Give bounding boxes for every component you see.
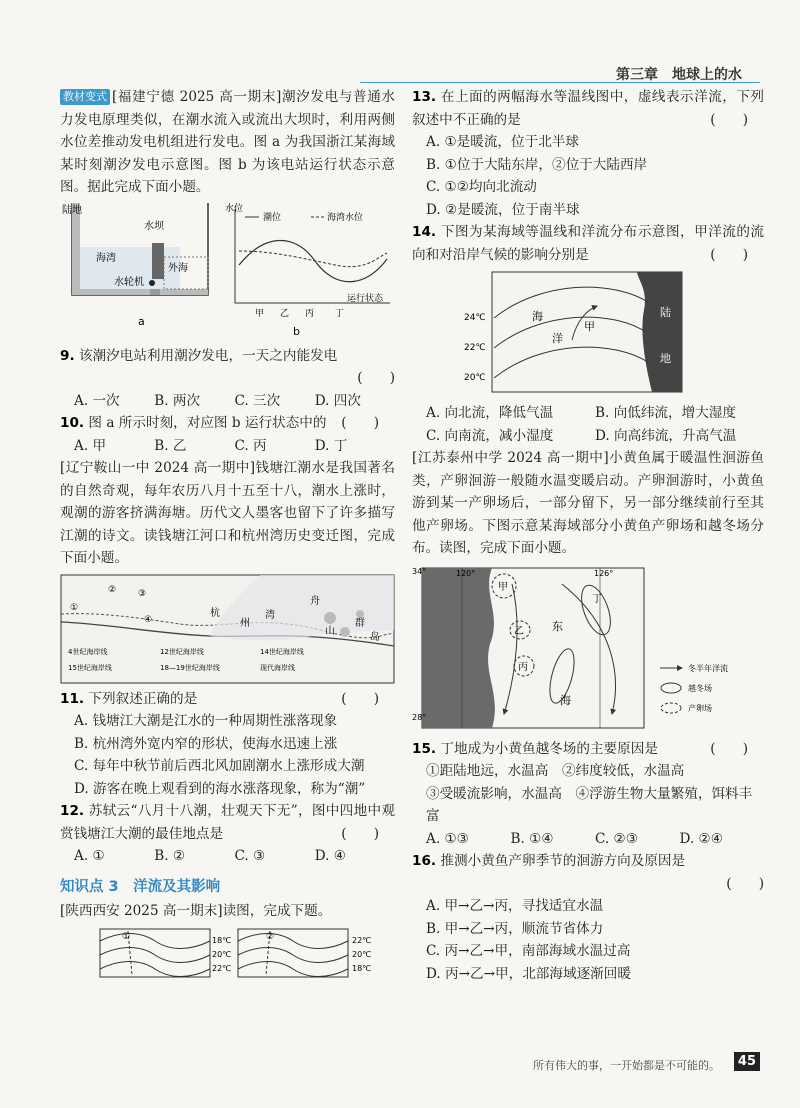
figure-b [225, 203, 390, 338]
option[interactable]: C. ②③ [595, 830, 638, 847]
isotherm-right [238, 929, 371, 977]
fish-lon: 120° [456, 568, 476, 578]
figure-isotherms [60, 927, 395, 981]
answer-blank[interactable]: ( ) [710, 740, 748, 757]
option[interactable]: A. ①是暖流，位于北半球 [426, 134, 579, 150]
option[interactable]: A. 钱塘江大潮是江水的一种周期性涨落现象 [74, 713, 338, 729]
fish-place: 东 [552, 619, 563, 633]
map-label: 群 [355, 617, 365, 629]
option[interactable]: A. 向北流，降低气温 [426, 405, 554, 421]
question-11: 11. 下列叙述正确的是 ( ) A. 钱塘江大潮是江水的一种周期性涨落现象 B. 杭州湾外宽内窄的形状，使海水迅速上涨 C. 每年中秋节前后西北风加剧潮水上涨形成大潮 D. 游客在晚上观看到的海水涨落现象，称为“潮” [60, 688, 395, 801]
iso-temp: 22℃ [212, 963, 232, 973]
fig-b-tick: 甲 [255, 308, 265, 319]
fig-a-caption: a [138, 314, 145, 328]
answer-blank[interactable]: ( ) [726, 875, 764, 892]
answer-blank[interactable]: ( ) [357, 370, 395, 386]
statement: ④浮游生物大量繁殖，饵料丰富 [426, 785, 753, 824]
q14-label: 海 [532, 310, 543, 323]
map-legend: 14世纪海岸线 [260, 647, 304, 656]
fig-b-legend-tide: 潮位 [263, 212, 282, 223]
fish-legend: 冬半年洋流 [688, 663, 728, 673]
left-column [60, 86, 395, 985]
question-14-options [412, 402, 764, 447]
figure-tidal-svg [60, 203, 395, 341]
map-legend: 12世纪海岸线 [160, 647, 204, 656]
answer-blank[interactable]: ( ) [710, 246, 748, 263]
option[interactable]: D. 向高纬流，升高气温 [595, 427, 737, 444]
map-point: ② [108, 584, 117, 595]
fig-a-dam-label: 水坝 [144, 220, 164, 232]
iso-mark: ① [122, 931, 131, 942]
map-label: 杭 [210, 607, 220, 619]
header-rule [360, 82, 760, 83]
map-label: 舟 [310, 595, 320, 607]
textbook-tag: 教材变式 [60, 89, 110, 105]
tide-curve [239, 240, 387, 281]
option[interactable]: B. 两次 [154, 392, 201, 409]
iso-temp: 18℃ [352, 963, 372, 973]
map-label: 州 [240, 617, 250, 629]
answer-blank[interactable]: ( ) [341, 690, 379, 707]
fig-b-tick: 丙 [305, 308, 315, 319]
qiantang-map-svg [60, 574, 395, 684]
question-16: 16. 推测小黄鱼产卵季节的洄游方向及原因是 ( ) A. 甲→乙→丙，寻找适宜水温 B. 甲→乙→丙，顺流节省体力 C. 丙→乙→甲，南部海域水温过高 D. 丙→乙→甲，北部海域逐渐回暖 [412, 850, 764, 985]
statement: ③受暖流影响，水温高 [426, 785, 562, 802]
fig-a-land-label: 陆地 [62, 204, 82, 216]
intro-qiantang: [辽宁鞍山一中 2024 高一期中]钱塘江潮水是我国著名的自然奇观，每年农历八月十五至十八，潮水上涨时，观潮的游客挤满海塘。历代文人墨客也留下了许多描写江潮的诗文。读钱塘江河口和杭州湾历史变迁图，完成下面小题。 [60, 460, 396, 566]
intro-ocean-current: [陕西西安 2025 高一期末]读图，完成下题。 [60, 903, 332, 919]
question-15: 15. 丁地成为小黄鱼越冬场的主要原因是 ( ) ①距陆地远，水温高 ②纬度较低，水温高 ③受暖流影响，水温高 ④浮游生物大量繁殖，饵料丰富 A. ①③ B. ①④ C. ②③ D. ②④ [412, 738, 764, 851]
intro-fish: [江苏泰州中学 2024 高一期中]小黄鱼属于暖温性洄游鱼类，产卵洄游一般随水温变暖启动。产卵洄游时，小黄鱼游到某一产卵场后，一部分留下，另一部分继续前行至其他产卵场。下图示意某海域部分小黄鱼产卵场和越冬场分布。读图，完成下面小题。 [412, 450, 765, 556]
q14-label: 洋 [552, 332, 563, 345]
option[interactable]: A. 一次 [74, 392, 120, 409]
question-14: 14. 下图为某海域等温线和洋流分布示意图，甲洋流的流向和对沿岸气候的影响分别是 ( ) [412, 221, 764, 266]
option[interactable]: B. ①④ [510, 830, 554, 847]
isotherm-left [100, 929, 231, 977]
option[interactable]: C. 丙→乙→甲，南部海域水温过高 [426, 943, 631, 959]
answer-blank[interactable]: ( ) [710, 111, 748, 128]
option[interactable]: C. ①②均向北流动 [426, 179, 537, 195]
option[interactable]: B. 乙 [154, 437, 187, 454]
iso-mark: ② [266, 931, 275, 942]
option[interactable]: D. ②④ [679, 830, 723, 847]
q14-temp: 22℃ [464, 343, 486, 353]
section-title: 知识点 3 洋流及其影响 [60, 878, 221, 895]
map-point: ④ [144, 614, 153, 625]
option[interactable]: B. 向低纬流，增大湿度 [595, 405, 736, 421]
footer-quote: 所有伟大的事，一开始都是不可能的。 [533, 1059, 720, 1072]
option[interactable]: D. 丙→乙→甲，北部海域逐渐回暖 [426, 965, 631, 982]
question-12: 12. 苏轼云“八月十八潮，壮观天下无”，图中四地中观赏钱塘江大潮的最佳地点是 ( ) A. ① B. ② C. ③ D. ④ [60, 800, 395, 868]
figure-tidal [60, 203, 395, 341]
fish-place: 乙 [514, 625, 524, 637]
fig-b-tick: 丁 [335, 308, 345, 319]
option[interactable]: D. 四次 [314, 392, 361, 409]
map-legend: 4世纪海岸线 [68, 647, 108, 656]
map-label: 山 [325, 625, 335, 637]
fig-b-caption: b [293, 324, 300, 338]
map-legend: 现代海岸线 [260, 663, 295, 672]
option[interactable]: C. 每年中秋节前后西北风加剧潮水上涨形成大潮 [74, 758, 365, 774]
page-number: 45 [734, 1052, 760, 1071]
fish-lat: 28° [412, 712, 427, 722]
fish-legend: 产卵场 [688, 703, 712, 713]
right-column [412, 86, 764, 985]
iso-temp: 18℃ [212, 935, 232, 945]
option[interactable]: D. ②是暖流，位于南半球 [426, 201, 580, 218]
q14-svg [412, 270, 764, 398]
option[interactable]: C. ③ [234, 848, 266, 864]
option[interactable]: B. ①位于大陆东岸，②位于大陆西岸 [426, 156, 648, 173]
figure-q14 [412, 270, 764, 398]
fig-b-tick: 乙 [280, 308, 290, 319]
map-label: 岛 [370, 631, 380, 643]
question-13: 13. 在上面的两幅海水等温线图中，虚线表示洋流，下列叙述中不正确的是 ( ) A. ①是暖流，位于北半球 B. ①位于大陆东岸，②位于大陆西岸 C. ①②均向北流动 D. ②是暖流，位于南半球 [412, 86, 764, 221]
isotherm-svg [60, 927, 395, 981]
fish-place: 甲 [498, 581, 508, 593]
fig-b-xlabel: 运行状态 [347, 293, 384, 304]
option[interactable]: A. ① [74, 848, 105, 864]
map-point: ③ [138, 588, 147, 599]
question-10: 10. 图 a 所示时刻，对应图 b 运行状态中的 ( ) A. 甲 B. 乙 C. 丙 D. 丁 [60, 412, 395, 457]
answer-blank[interactable]: ( ) [341, 415, 379, 431]
option[interactable]: D. 游客在晚上观看到的海水涨落现象，称为“潮” [74, 780, 366, 797]
question-9: 9. 该潮汐电站利用潮汐发电，一天之内能发电 ( ) A. 一次 B. 两次 C. 三次 D. 四次 [60, 345, 395, 413]
figure-fish-map [412, 564, 764, 734]
map-legend: 18—19世纪海岸线 [160, 663, 220, 672]
option[interactable]: A. ①③ [426, 830, 469, 847]
intro-tidal: 教材变式 [福建宁德 2025 高一期末]潮汐发电与普通水力发电原理类似，在潮水流入或流出大坝时，利用两侧水位差推动发电机组进行发电。图 a 为我国浙江某海域某时刻潮汐发电示意图。图 b 为该电站运行状态示意图。据此完成下面小题。 [60, 89, 396, 195]
iso-temp: 22℃ [352, 935, 372, 945]
q14-temp: 24℃ [464, 313, 486, 323]
fish-legend: 越冬场 [688, 683, 712, 693]
option[interactable]: B. 甲→乙→丙，顺流节省体力 [426, 920, 604, 937]
q14-temp: 20℃ [464, 373, 486, 383]
fish-place: 海 [560, 693, 571, 707]
iso-temp: 20℃ [212, 949, 232, 959]
answer-blank[interactable]: ( ) [341, 825, 379, 842]
iso-temp: 20℃ [352, 949, 372, 959]
option[interactable]: D. ④ [314, 848, 346, 864]
fig-a-outer-label: 外海 [168, 262, 188, 274]
statement: ②纬度较低，水温高 [561, 763, 685, 779]
fish-lon: 126° [594, 568, 614, 578]
option[interactable]: A. 甲→乙→丙，寻找适宜水温 [426, 898, 604, 914]
fig-a-bay-label: 海湾 [96, 252, 116, 264]
map-point: ① [70, 602, 79, 613]
map-label: 湾 [265, 609, 275, 621]
option[interactable]: B. 杭州湾外宽内窄的形状，使海水迅速上涨 [74, 735, 338, 752]
figure-a [62, 203, 208, 328]
option[interactable]: D. 丁 [314, 437, 348, 454]
option[interactable]: C. 三次 [234, 392, 281, 409]
fish-place: 丁 [592, 593, 602, 605]
option[interactable]: C. 丙 [234, 437, 267, 454]
fig-b-legend-bay: 海湾水位 [327, 212, 364, 223]
q14-label: 地 [660, 352, 671, 365]
fish-map-svg [412, 564, 764, 734]
statement: ①距陆地远，水温高 [426, 763, 549, 779]
figure-qiantang-map [60, 574, 395, 684]
option[interactable]: B. ② [154, 848, 186, 864]
fish-place: 丙 [518, 661, 528, 673]
option[interactable]: C. 向南流，减小湿度 [426, 427, 554, 444]
map-legend: 15世纪海岸线 [68, 663, 112, 672]
fish-lat: 34° [412, 566, 427, 576]
q14-label: 陆 [660, 306, 671, 319]
option[interactable]: A. 甲 [74, 437, 107, 454]
fig-a-turbine-label: 水轮机 [114, 276, 144, 288]
fig-b-ylabel: 水位 [225, 203, 244, 214]
chapter-header: 第三章 地球上的水 [616, 67, 742, 83]
q14-label: 甲 [584, 320, 595, 333]
